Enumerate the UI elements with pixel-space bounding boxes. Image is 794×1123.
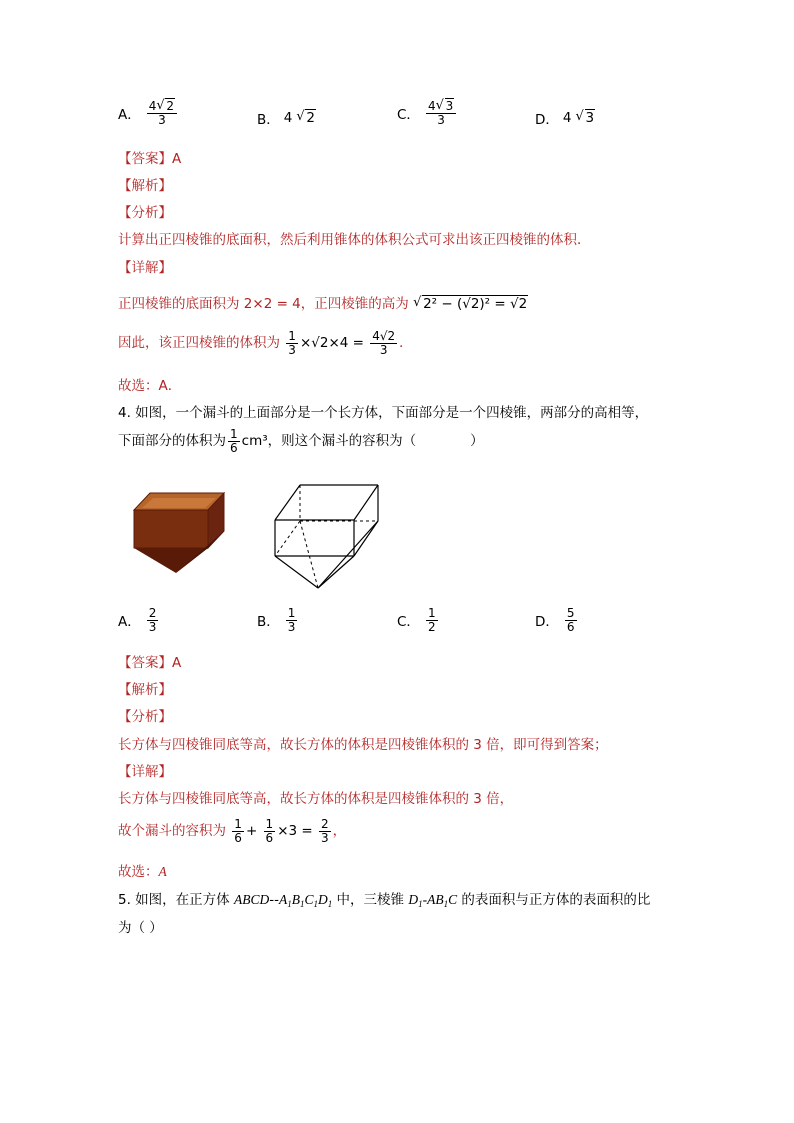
math-expression: ×√2×4 = <box>299 335 364 352</box>
q4-fenxi-label: 【分析】 <box>118 709 172 725</box>
radicand: 3 <box>585 110 595 126</box>
funnel-pyramid-front <box>134 548 208 573</box>
q4-choose <box>118 860 167 880</box>
q4-option-b[interactable] <box>257 607 299 633</box>
q5-line2: 为（ ） <box>118 920 163 936</box>
q4-analysis-label: 【解析】 <box>118 682 172 698</box>
question-text: 下面部分的体积为 <box>118 433 226 450</box>
height-expression: 2² − (√2)² = √2 <box>423 296 528 312</box>
fraction <box>232 818 244 844</box>
question-text: 5. 如图，在正方体 <box>118 892 234 908</box>
q4-detail-label: 【详解】 <box>118 764 172 780</box>
fraction <box>370 330 397 356</box>
frac-num: 5 <box>566 606 575 620</box>
q4-fenxi-text: 长方体与四棱锥同底等高，故长方体的体积是四棱锥体积的 3 倍，即可得到答案； <box>118 737 608 753</box>
answer-label: 【答案】 <box>118 655 172 671</box>
option-letter: B． <box>257 112 280 128</box>
frac-den: 6 <box>265 830 274 845</box>
q3-option-d[interactable] <box>535 108 595 128</box>
q4-answer <box>118 651 181 671</box>
q3-detail-line1 <box>118 292 528 312</box>
question-text: 的表面积与正方体的表面积的比 <box>457 892 651 908</box>
funnel-solid-figure <box>126 488 228 578</box>
answer-value: A <box>172 151 182 167</box>
fraction <box>147 607 159 633</box>
option-letter: C． <box>397 614 420 631</box>
option-letter: A． <box>118 107 141 124</box>
frac-num: 2 <box>321 817 329 831</box>
height-sqrt <box>413 296 528 312</box>
separator: -- <box>269 892 279 908</box>
frac-den: 3 <box>437 112 445 127</box>
fraction <box>147 100 177 126</box>
q3-detail-line2 <box>118 330 413 356</box>
funnel-top-inner <box>142 498 216 508</box>
q3-analysis-label: 【解析】 <box>118 178 172 194</box>
frac-den: 3 <box>287 619 296 634</box>
fraction <box>286 607 298 633</box>
frac-den: 6 <box>230 440 238 455</box>
coef: 4 <box>283 110 293 126</box>
frac-num: 4 <box>427 99 436 113</box>
q4-detail-text: 长方体与四棱锥同底等高，故长方体的体积是四棱锥体积的 3 倍， <box>118 791 514 807</box>
funnel-wireframe-figure <box>270 480 384 596</box>
option-letter: D． <box>535 614 559 631</box>
fraction <box>228 428 240 454</box>
q4-line2 <box>118 428 484 454</box>
cube-top-face: $A_1B_1C_1D_1$ <box>278 892 333 909</box>
frac-num: 1 <box>234 817 242 831</box>
frac-num: 1 <box>427 606 436 620</box>
frac-num: 1 <box>230 427 238 441</box>
math-expression: ×3 = <box>277 823 313 840</box>
punct: ． <box>399 335 413 352</box>
q4-option-a[interactable] <box>118 607 160 633</box>
q3-choose: 故选：A． <box>118 378 182 394</box>
q4-option-c[interactable] <box>397 607 440 633</box>
radicand: 3 <box>445 99 454 113</box>
q4-calc <box>118 818 346 844</box>
answer-label: 【答案】 <box>118 151 172 167</box>
q3-answer <box>118 147 181 167</box>
fraction <box>319 818 331 844</box>
choose-label: 故选： <box>118 864 159 880</box>
q4-line1: 4. 如图，一个漏斗的上面部分是一个长方体，下面部分是一个四棱锥，两部分的高相等， <box>118 405 649 421</box>
cube-name: ABCD <box>233 892 270 907</box>
q3-fenxi-label: 【分析】 <box>118 205 172 221</box>
option-letter: B． <box>257 614 280 631</box>
option-letter: C． <box>397 107 420 124</box>
q3-option-a[interactable] <box>118 100 179 126</box>
q3-option-c[interactable] <box>397 100 458 126</box>
fraction <box>286 330 298 356</box>
frac-num: 4√2 <box>372 329 396 343</box>
frac-den: 6 <box>566 619 575 634</box>
option-letter: D． <box>535 112 559 128</box>
radicand: 2 <box>166 99 175 113</box>
tetra-name: $D_1-AB_1C$ <box>408 892 458 909</box>
detail-text: 因此，该正四棱锥的体积为 <box>118 335 280 352</box>
answer-value: A <box>172 655 182 671</box>
frac-den: 6 <box>234 830 242 845</box>
plus-sign: + <box>245 823 258 840</box>
frac-den: 3 <box>148 619 157 634</box>
radicand: 2 <box>306 110 315 126</box>
q3-detail-label: 【详解】 <box>118 260 172 276</box>
fraction <box>426 607 438 633</box>
frac-num: 2 <box>148 606 157 620</box>
q3-fenxi-text: 计算出正四棱锥的底面积，然后利用锥体的体积公式可求出该正四棱锥的体积． <box>118 232 591 248</box>
frac-num: 1 <box>288 329 296 343</box>
frac-den: 3 <box>288 342 296 357</box>
punct: ， <box>332 823 347 840</box>
frac-den: 3 <box>158 112 166 127</box>
frac-num: 1 <box>265 817 274 831</box>
question-text: 中，三棱锥 <box>332 892 409 908</box>
choose-value: A <box>158 864 167 879</box>
frac-den: 2 <box>427 619 436 634</box>
frac-den: 3 <box>321 830 329 845</box>
unit: cm³ <box>241 433 268 450</box>
fraction <box>565 607 577 633</box>
q4-option-d[interactable] <box>535 607 579 633</box>
detail-text: 正四棱锥的底面积为 2×2 = 4，正四棱锥的高为 <box>118 296 409 312</box>
fraction <box>264 818 276 844</box>
funnel-front-face <box>134 510 208 548</box>
frac-num: 4 <box>148 99 157 113</box>
frac-num: 1 <box>287 606 296 620</box>
coef: 4 <box>562 110 572 126</box>
q5-line1 <box>118 888 650 909</box>
q3-option-b[interactable] <box>257 108 316 128</box>
frac-den: 3 <box>379 342 388 357</box>
fraction <box>426 100 456 126</box>
option-letter: A． <box>118 614 141 631</box>
question-text: ，则这个漏斗的容积为（ ） <box>267 433 484 450</box>
detail-text: 故个漏斗的容积为 <box>118 823 226 840</box>
